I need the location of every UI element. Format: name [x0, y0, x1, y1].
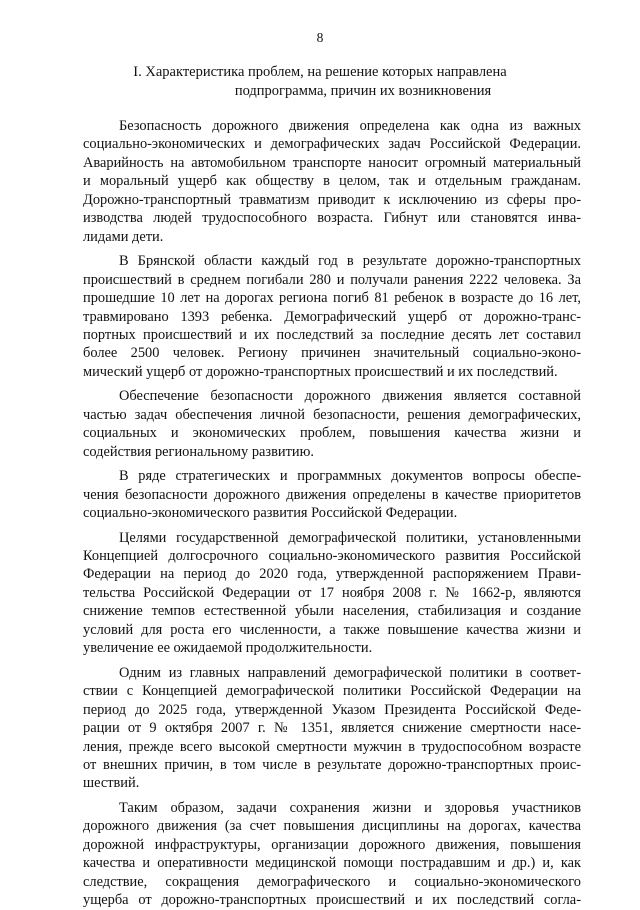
text-line: Концепцией долгосрочного социально-экономического развития Российской [83, 547, 581, 564]
text-line: рации от 9 октября 2007 г. № 1351, является снижение смертности насе- [83, 720, 581, 737]
text-line: социально-экономического развития Российской Федерации. [83, 505, 458, 522]
text-line: качества и оперативности медицинской помощи пострадавшим и др.) и, как [83, 855, 581, 872]
paragraph [83, 529, 581, 658]
text-line: Таким образом, задачи сохранения жизни и здоровья участников [119, 799, 581, 816]
text-line: снижение темпов естественной убыли населения, стабилизация и создание [83, 603, 581, 620]
text-line: социально-экономических и демографических задач Российской Федерации. [83, 136, 581, 153]
text-line: травмировано 1393 ребенка. Демографический ущерб от дорожно-транс- [83, 308, 581, 325]
text-line: период до 2025 года, утвержденной Указом Президента Российской Феде- [83, 701, 581, 718]
text-line: мический ущерб от дорожно-транспортных происшествий и их последствий. [83, 363, 558, 380]
text-line: В Брянской области каждый год в результате дорожно-транспортных [119, 253, 581, 270]
text-line: лидами дети. [83, 228, 164, 245]
text-line: Федерации на период до 2020 года, утвержденной распоряжением Прави- [83, 566, 581, 583]
heading-line: подпрограмма, причин их возникновения [234, 83, 492, 99]
text-line: Целями государственной демографической политики, установленными [119, 529, 581, 546]
paragraph [83, 252, 581, 381]
text-line: условий для роста его численности, а также повышение качества жизни и [83, 621, 581, 638]
text-line: и моральный ущерб как обществу в целом, так и отдельным гражданам. [83, 173, 581, 190]
text-line: портных происшествий и их последствий за последние десять лет составил [83, 326, 581, 343]
text-line: Одним из главных направлений демографической политики в соответ- [119, 664, 581, 681]
text-line: более 2500 человек. Региону причинен значительный социально-эконо- [83, 345, 581, 362]
paragraph [83, 387, 581, 461]
text-line: ствии с Концепцией демографической политики Российской Федерации на [83, 683, 581, 700]
text-line: Обеспечение безопасности дорожного движения является составной [119, 388, 581, 405]
paragraph [83, 664, 581, 793]
text-line: дорожного движения (за счет повышения дисциплины на дорогах, качества [83, 818, 581, 835]
paragraph [83, 467, 581, 522]
text-line: прошедшие 10 лет на дорогах региона погиб 81 ребенок в возрасте до 16 лет, [83, 290, 581, 307]
paragraph [83, 799, 581, 910]
text-line: тельства Российской Федерации от 17 ноября 2008 г. № 1662-р, являются [83, 584, 581, 601]
text-line: социальных и экономических проблем, повышения качества жизни и [83, 425, 581, 442]
paragraph [83, 117, 581, 246]
text-line: шествий. [83, 775, 140, 792]
text-line: следствие, сокращения демографического и социально-экономического [83, 873, 581, 890]
text-line: Безопасность дорожного движения определена как одна из важных [119, 118, 581, 134]
text-line: изводства людей трудоспособного возраста. Гибнут или становятся инва- [83, 210, 581, 227]
body-text [83, 117, 581, 910]
text-line: В ряде стратегических и программных документов вопросы обеспе- [119, 468, 581, 485]
text-line: ущерба от дорожно-транспортных происшествий и их последствий согла- [83, 892, 581, 909]
section-heading [0, 63, 640, 101]
text-line: ления, прежде всего высокой смертности мужчин в трудоспособном возрасте [83, 738, 581, 755]
text-line: частью задач обеспечения личной безопасности, решения демографических, [83, 406, 581, 423]
text-line: содействия региональному развитию. [83, 443, 314, 460]
page-number: 8 [316, 30, 324, 45]
text-line: Дорожно-транспортный травматизм приводит к исключению из сферы про- [83, 191, 581, 208]
text-line: увеличение ее ожидаемой продолжительности. [83, 640, 373, 657]
heading-line: I. Характеристика проблем, на решение которых направлена [133, 64, 507, 80]
text-line: чения безопасности дорожного движения определены в качестве приоритетов [83, 486, 581, 503]
text-line: происшествий в среднем погибали 280 и получали ранения 2222 человека. За [83, 271, 581, 288]
text-line: дорожной инфраструктуры, организации дорожного движения, повышения [83, 836, 581, 853]
text-line: Аварийность на автомобильном транспорте наносит огромный материальный [83, 154, 581, 171]
text-line: от внешних причин, в том числе в результате дорожно-транспортных проис- [83, 756, 581, 773]
